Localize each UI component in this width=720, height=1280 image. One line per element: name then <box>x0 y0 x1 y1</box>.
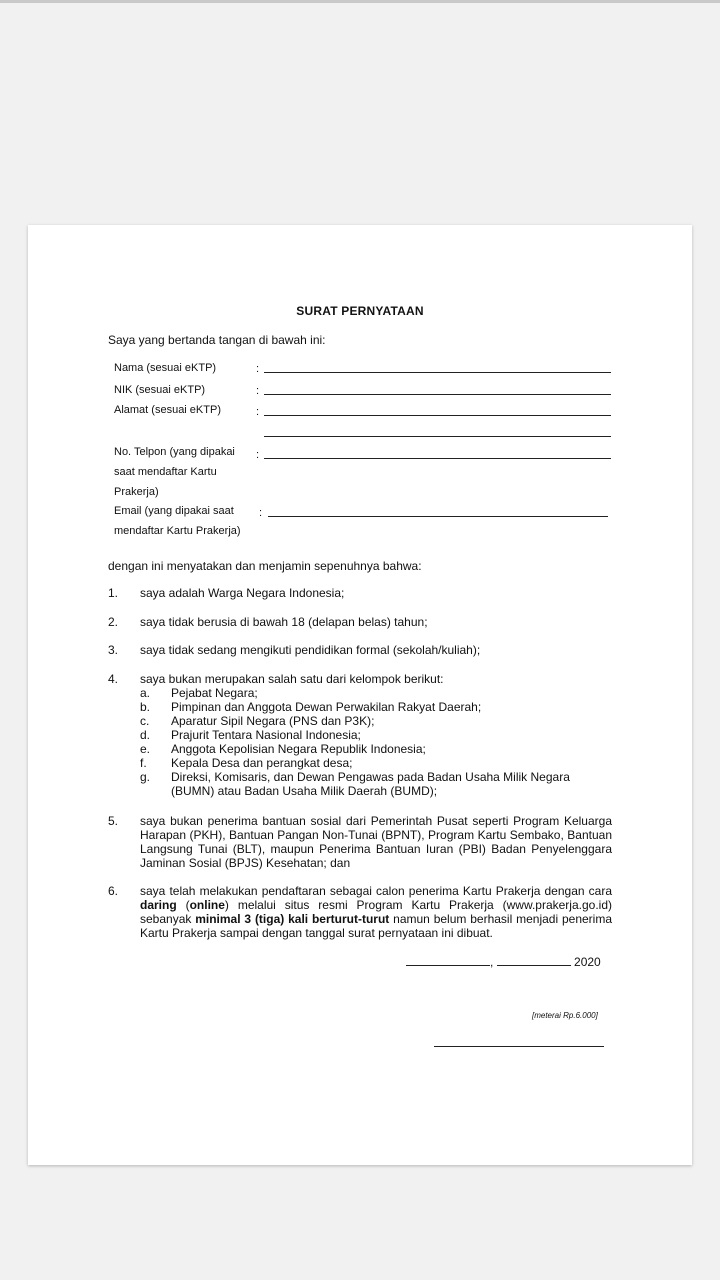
field-line-alamat-2 <box>264 436 611 437</box>
item-number-6: 6. <box>108 884 119 898</box>
subitem-letter-f: f. <box>140 756 147 770</box>
subitem-letter-a: a. <box>140 686 151 700</box>
field-label-nik: NIK (sesuai eKTP) <box>114 384 206 396</box>
field-colon-nik: : <box>256 385 260 397</box>
field-colon-email: : <box>259 507 263 519</box>
document-page <box>28 225 692 1165</box>
field-label-email: Email (yang dipakai saat mendaftar Kartu Prakerja) <box>114 505 241 537</box>
subitem-text-b: Pimpinan dan Anggota Dewan Perwakilan Rakyat Daerah; <box>171 700 482 714</box>
field-colon-nama: : <box>256 363 260 375</box>
statement-text: dengan ini menyatakan dan menjamin sepenuhnya bahwa: <box>108 559 422 573</box>
subitem-letter-g: g. <box>140 770 151 784</box>
subitem-letter-e: e. <box>140 742 151 756</box>
item-text-1: saya adalah Warga Negara Indonesia; <box>140 586 345 600</box>
field-line-nama <box>264 372 611 373</box>
item-number-3: 3. <box>108 643 119 657</box>
subitem-text-e: Anggota Kepolisian Negara Republik Indonesia; <box>171 742 426 756</box>
date-year: 2020 <box>574 955 601 969</box>
field-line-alamat <box>264 415 611 416</box>
subitem-text-c: Aparatur Sipil Negara (PNS dan P3K); <box>171 714 375 728</box>
subitem-letter-c: c. <box>140 714 150 728</box>
subitem-text-d: Prajurit Tentara Nasional Indonesia; <box>171 728 361 742</box>
field-label-nama: Nama (sesuai eKTP) <box>114 362 217 374</box>
item-text-6: saya telah melakukan pendaftaran sebagai calon penerima Kartu Prakerja dengan cara daring (online) melalui situs resmi Program Kartu Prakerja (www.prakerja.go.id) sebanyak minimal 3 (tiga) kali berturut-turut namun belum berhasil menjadi penerima Kartu Prakerja sampai dengan tanggal surat pernyataan ini dibuat. <box>140 884 612 940</box>
date-line: , 2020 <box>406 955 601 969</box>
subitem-text-f: Kepala Desa dan perangkat desa; <box>171 756 353 770</box>
date-blank-place <box>406 964 490 966</box>
item-number-1: 1. <box>108 586 119 600</box>
item-text-4: saya bukan merupakan salah satu dari kelompok berikut: <box>140 672 444 686</box>
field-line-telpon <box>264 458 611 459</box>
item-number-2: 2. <box>108 615 119 629</box>
item-text-5: saya bukan penerima bantuan sosial dari Pemerintah Pusat seperti Program Keluarga Harapan (PKH), Bantuan Pangan Non-Tunai (BPNT), Program Kartu Sembako, Bantuan Langsung Tunai (BLT), maupun Penerima Bantuan Iuran (PBI) Badan Penyelenggara Jaminan Sosial (BPJS) Kesehatan; dan <box>140 814 612 870</box>
field-line-nik <box>264 394 611 395</box>
field-label-telpon: No. Telpon (yang dipakai saat mendaftar Kartu Prakerja) <box>114 446 235 498</box>
document-title: SURAT PERNYATAAN <box>296 304 424 318</box>
top-status-strip <box>0 0 720 3</box>
item-number-5: 5. <box>108 814 119 828</box>
field-colon-telpon: : <box>256 449 260 461</box>
intro-text: Saya yang bertanda tangan di bawah ini: <box>108 333 326 347</box>
signature-line <box>434 1046 604 1047</box>
date-blank-day <box>497 964 571 966</box>
subitem-text-a: Pejabat Negara; <box>171 686 258 700</box>
meterai-note: [meterai Rp.6.000] <box>532 1011 598 1020</box>
field-colon-alamat: : <box>256 406 260 418</box>
field-label-alamat: Alamat (sesuai eKTP) <box>114 404 221 416</box>
subitem-letter-d: d. <box>140 728 151 742</box>
item-text-3: saya tidak sedang mengikuti pendidikan formal (sekolah/kuliah); <box>140 643 481 657</box>
item-number-4: 4. <box>108 672 119 686</box>
subitem-letter-b: b. <box>140 700 151 714</box>
subitem-text-g: Direksi, Komisaris, dan Dewan Pengawas pada Badan Usaha Milik Negara (BUMN) atau Badan Usaha Milik Daerah (BUMD); <box>171 770 570 798</box>
item-text-2: saya tidak berusia di bawah 18 (delapan belas) tahun; <box>140 615 428 629</box>
field-line-email <box>268 516 608 517</box>
